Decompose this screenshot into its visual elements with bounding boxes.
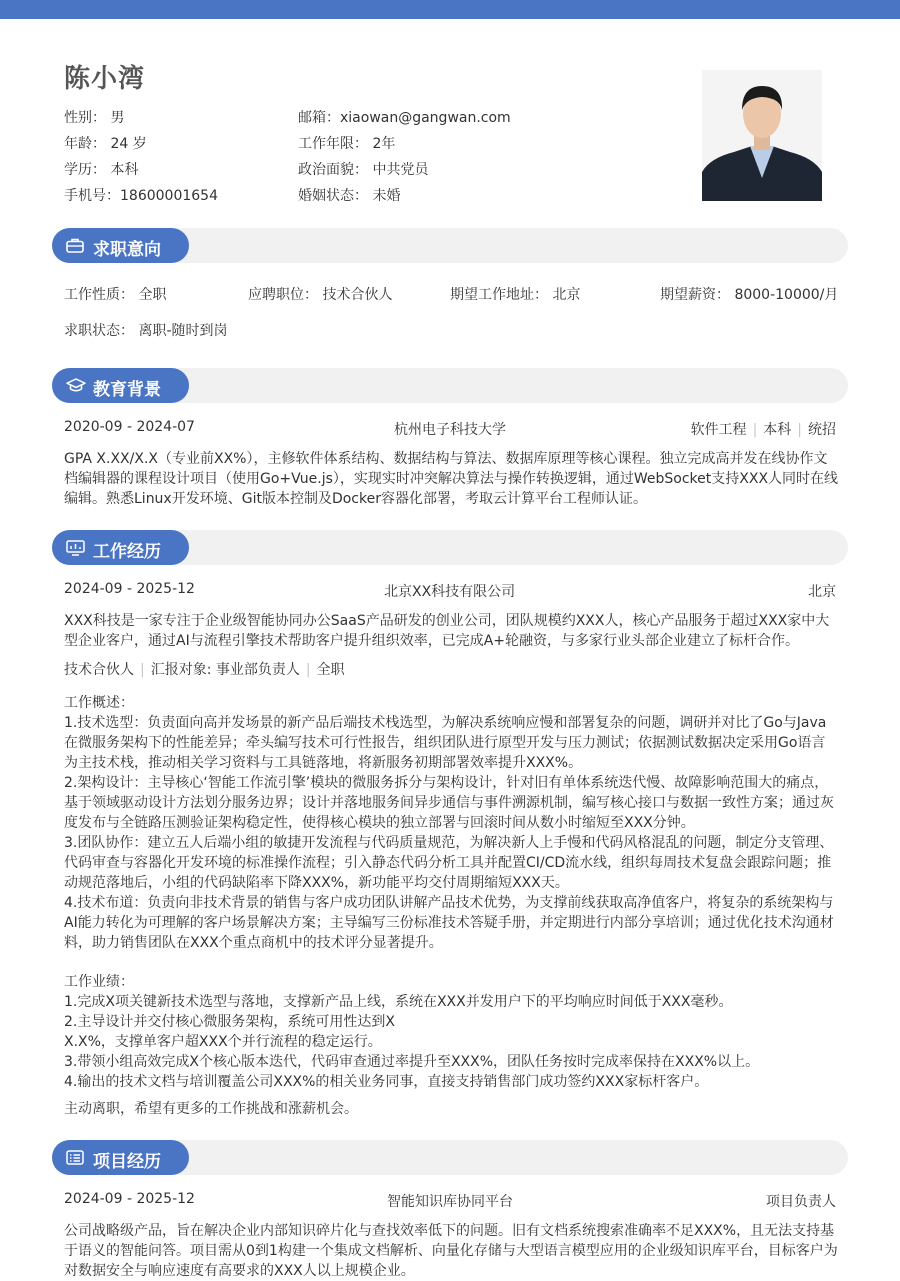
work-overview	[64, 693, 839, 953]
section-title: 教育背景	[93, 380, 161, 400]
achievement-item: 4.输出的技术文档与培训覆盖公司XXX%的相关业务同事，直接支持销售部门成功签约XXX家标杆客户。	[64, 1074, 709, 1090]
project-description: 公司战略级产品，旨在解决企业内部知识碎片化与查找效率低下的问题。旧有文档系统搜索准确率不足XXX%，且无法支持基于语义的智能问答。项目需从0到1构建一个集成文档解析、向量化存储与大型语言模型应用的企业级知识库平台，目标客户为对数据安全与响应速度有高要求的XXX人以上规模企业。	[64, 1223, 838, 1279]
section-title: 项目经历	[93, 1152, 161, 1172]
intent-position: 应聘职位： 技术合伙人	[248, 287, 393, 303]
overview-item: 2.架构设计：主导核心‘智能工作流引擎’模块的微服务拆分与架构设计，针对旧有单体系统迭代慢、故障影响范围大的痛点，基于领域驱动设计方法划分服务边界；设计并落地服务间异步通信与事件溯源机制，编写核心接口与数据一致性方案；通过灰度发布与全链路压测验证架构稳定性，使得核心模块的独立部署与回滚时间从数小时缩短至XXX分钟。	[64, 775, 834, 831]
intent-type: 工作性质： 全职	[64, 287, 167, 303]
intent-location: 期望工作地址： 北京	[450, 287, 581, 303]
graduation-cap-icon	[66, 378, 86, 393]
achievement-item: 3.带领小组高效完成X个核心版本迭代，代码审查通过率提升至XXX%，团队任务按时完成率保持在XXX%以上。	[64, 1054, 760, 1070]
overview-title: 工作概述：	[64, 695, 134, 711]
project-role: 项目负责人	[766, 1194, 836, 1210]
briefcase-icon	[66, 238, 84, 253]
monitor-chart-icon	[66, 540, 85, 556]
work-role: 技术合伙人	[64, 662, 134, 678]
info-phone: 手机号：18600001654	[64, 188, 218, 204]
achievement-item: 1.完成X项关键新技术选型与落地，支撑新产品上线，系统在XXX并发用户下的平均响应时间低于XXX毫秒。	[64, 994, 733, 1010]
project-period: 2024-09 - 2025-12	[64, 1191, 195, 1207]
section-header-work	[52, 530, 848, 565]
work-jobtype: 全职	[316, 662, 345, 678]
edu-description: GPA X.XX/X.X（专业前XX%），主修软件体系结构、数据结构与算法、数据库原理等核心课程。独立完成高并发在线协作文档编辑器的课程设计项目（使用Go+Vue.js），实现实时冲突解决算法与操作转换逻辑，通过WebSocket支持XXX人同时在线编辑。熟悉Linux开发环境、Git版本控制及Docker容器化部署，考取云计算平台工程师认证。	[64, 451, 839, 507]
info-political: 政治面貌： 中共党员	[298, 162, 429, 178]
info-education: 学历： 本科	[64, 162, 139, 178]
edu-major: 软件工程	[690, 422, 747, 438]
section-title: 求职意向	[93, 240, 161, 260]
edu-tags: 软件工程 | 本科 | 统招	[690, 422, 836, 438]
edu-period: 2020-09 - 2024-07	[64, 419, 195, 435]
work-achievements	[64, 972, 839, 1092]
intent-salary: 期望薪资： 8000-10000/月	[660, 287, 839, 303]
info-gender: 性别： 男	[64, 110, 125, 126]
info-email: 邮箱：xiaowan@gangwan.com	[298, 110, 511, 126]
edu-degree: 本科	[763, 422, 792, 438]
achievement-item: X.X%，支撑单客户超XXX个并行流程的稳定运行。	[64, 1034, 382, 1050]
section-header-education	[52, 368, 848, 403]
info-marital: 婚姻状态： 未婚	[298, 188, 401, 204]
section-title: 工作经历	[93, 542, 161, 562]
intent-status: 求职状态： 离职-随时到岗	[64, 323, 228, 339]
achievement-item: 2.主导设计并交付核心微服务架构，系统可用性达到X	[64, 1014, 395, 1030]
edu-school: 杭州电子科技大学	[394, 422, 506, 438]
work-tags: 技术合伙人 | 汇报对象: 事业部负责人 | 全职	[64, 662, 345, 678]
profile-photo	[702, 70, 822, 201]
overview-item: 1.技术选型：负责面向高并发场景的新产品后端技术栈选型，为解决系统响应慢和部署复杂的问题，调研并对比了Go与Java在微服务架构下的性能差异；牵头编写技术可行性报告，组织团队进行原型开发与压力测试；依据测试数据决定采用Go语言为主技术栈，推动相关学习资料与工具链落地，将新服务初期部署效率提升XXX%。	[64, 715, 827, 771]
section-header-intent	[52, 228, 848, 263]
info-work-years: 工作年限： 2年	[298, 136, 396, 152]
list-icon	[66, 1150, 84, 1165]
work-report: 汇报对象: 事业部负责人	[150, 662, 300, 678]
candidate-name: 陈小湾	[64, 64, 146, 94]
work-period: 2024-09 - 2025-12	[64, 581, 195, 597]
info-age: 年龄： 24 岁	[64, 136, 147, 152]
overview-item: 3.团队协作：建立五人后端小组的敏捷开发流程与代码质量规范，为解决新人上手慢和代码风格混乱的问题，制定分支管理、代码审查与容器化开发环境的标准操作流程；引入静态代码分析工具并配置CI/CD流水线，组织每周技术复盘会跟踪问题；推动规范落地后，小组的代码缺陷率下降XXX%，新功能平均交付周期缩短XXX天。	[64, 835, 834, 891]
overview-item: 4.技术布道：负责向非技术背景的销售与客户成功团队讲解产品技术优势，为支撑前线获取高净值客户，将复杂的系统架构与AI能力转化为可理解的客户场景解决方案；主导编写三份标准技术答疑手册，并定期进行内部分享培训；通过优化技术沟通材料，助力销售团队在XXX个重点商机中的技术评分显著提升。	[64, 895, 834, 951]
achievement-title: 工作业绩：	[64, 974, 134, 990]
top-accent-bar	[0, 0, 900, 19]
project-name: 智能知识库协同平台	[387, 1194, 513, 1210]
section-header-project	[52, 1140, 848, 1175]
work-company-intro: XXX科技是一家专注于企业级智能协同办公SaaS产品研发的创业公司，团队规模约XXX人，核心产品服务于超过XXX家中大型企业客户，通过AI与流程引擎技术帮助客户提升组织效率，已完成A+轮融资，与多家行业头部企业建立了标杆合作。	[64, 613, 830, 649]
work-city: 北京	[808, 584, 836, 600]
work-leave-reason: 主动离职，希望有更多的工作挑战和涨薪机会。	[64, 1101, 358, 1117]
work-company: 北京XX科技有限公司	[384, 584, 516, 600]
edu-enroll: 统招	[808, 422, 836, 438]
